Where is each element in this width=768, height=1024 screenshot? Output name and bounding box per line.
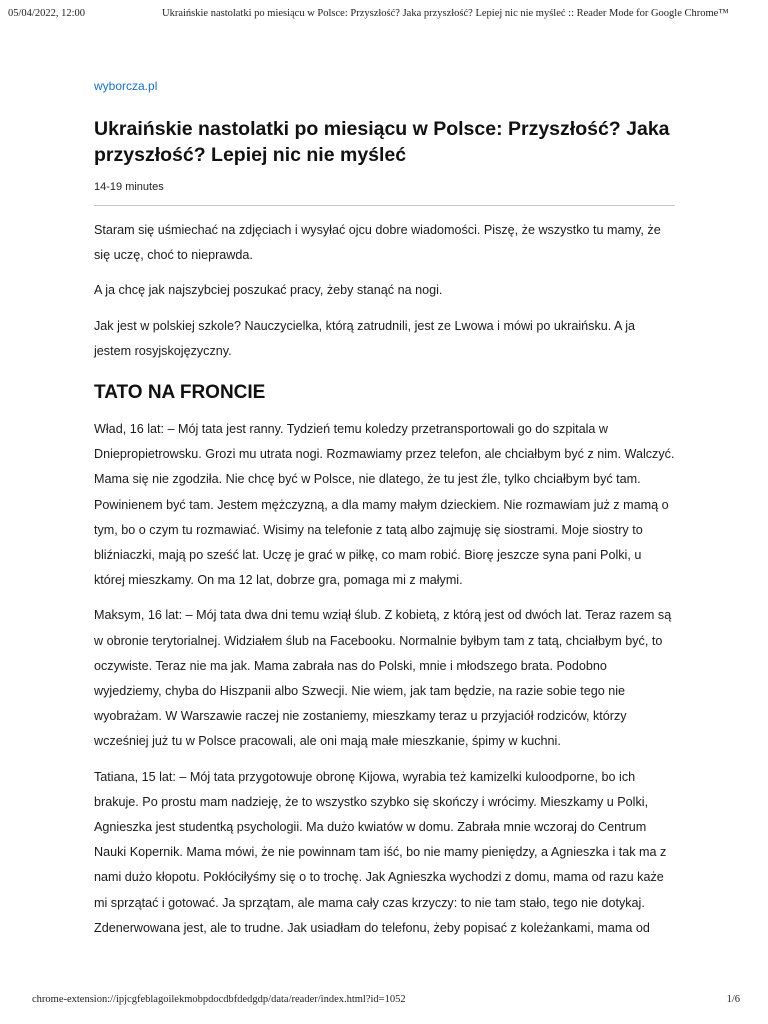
divider <box>94 205 675 206</box>
paragraph: Maksym, 16 lat: – Mój tata dwa dni temu wziął ślub. Z kobietą, z którą jest od dwóch lat. Teraz razem są w obronie terytorialnej. Widziałem ślub na Facebooku. Normalnie byłbym tam z tatą, chciałbym być, to oczywiste. Teraz nie ma jak. Mama zabrała nas do Polski, mnie i młodszego brata. Podobno wyjedziemy, chyba do Hiszpanii albo Szwecji. Nie wiem, jak tam będzie, na razie sobie tego nie wyobrażam. W Warszawie raczej nie zostaniemy, mieszkamy teraz u przyjaciół rodziców, którzy wcześniej już tu w Polsce pracowali, ale oni mają małe mieszkanie, śpimy w kuchni. <box>94 608 672 749</box>
reading-time: 14-19 minutes <box>94 181 164 193</box>
paragraph: A ja chcę jak najszybciej poszukać pracy, żeby stanąć na nogi. <box>94 283 443 298</box>
print-footer <box>0 994 768 1008</box>
paragraph: Staram się uśmiechać na zdjęciach i wysyłać ojcu dobre wiadomości. Piszę, że wszystko tu mamy, że się uczę, choć to nieprawda. <box>94 223 661 263</box>
print-url: chrome-extension://ipjcgfeblagoilekmobpdocdbfdedgdp/data/reader/index.html?id=1052 <box>32 994 406 1005</box>
paragraph: Tatiana, 15 lat: – Mój tata przygotowuje obronę Kijowa, wyrabia też kamizelki kuloodporne, bo ich brakuje. Po prostu mam nadzieję, że to wszystko szybko się skończy i wrócimy. Mieszkamy u Polki, Agnieszka jest studentką psychologii. Ma dużo kwiatów w domu. Zabrała mnie wczoraj do Centrum Nauki Kopernik. Mama mówi, że nie powinnam tam iść, bo nie mamy pieniędzy, a Agnieszka i tak ma z nami dużo kłopotu. Pokłóciłyśmy się o to trochę. Jak Agnieszka wychodzi z domu, mama od razu każe mi sprzątać i gotować. Ja sprzątam, ale mama cały czas krzyczy: to nie tam stało, tego nie dotykaj. Zdenerwowana jest, ale to trudne. Jak usiadłam do telefonu, żeby popisać z koleżankami, mama od <box>94 769 667 935</box>
source-site-link[interactable]: wyborcza.pl <box>94 79 158 93</box>
print-date: 05/04/2022, 12:00 <box>8 8 86 19</box>
paragraph: Jak jest w polskiej szkole? Nauczycielka, którą zatrudnili, jest ze Lwowa i mówi po ukraińsku. A ja jestem rosyjskojęzyczny. <box>94 318 636 358</box>
paragraph: Wład, 16 lat: – Mój tata jest ranny. Tydzień temu koledzy przetransportowali go do szpitala w Dniepropietrowsku. Grozi mu utrata nogi. Rozmawiamy przez telefon, ale chciałbym być z nim. Walczyć. Mama się nie zgodziła. Nie chcę być w Polsce, nie dlatego, że tu jest źle, tylko chciałbym być tam. Powinienem być tam. Jestem mężczyzną, a dla mamy małym dzieckiem. Nie rozmawiam już z mamą o tym, bo o czym tu rozmawiać. Wisimy na telefonie z tatą albo zajmuję się siostrami. Moje siostry to bliźniaczki, mają po sześć lat. Uczę je grać w piłkę, co mam robić. Biorę jeszcze syna pani Polki, u której mieszkamy. On ma 12 lat, dobrze gra, pomaga mi z małymi. <box>94 422 675 588</box>
print-header <box>0 8 768 22</box>
page-number: 1/6 <box>726 994 740 1005</box>
article-title: Ukraińskie nastolatki po miesiącu w Polsce: Przyszłość? Jaka przyszłość? Lepiej nic nie myśleć <box>94 118 670 166</box>
section-heading: TATO NA FRONCIE <box>94 382 266 404</box>
print-document-title: Ukraińskie nastolatki po miesiącu w Polsce: Przyszłość? Jaka przyszłość? Lepiej nic nie myśleć :: Reader Mode for Google Chrome™ <box>162 8 729 19</box>
article-body <box>94 218 675 951</box>
